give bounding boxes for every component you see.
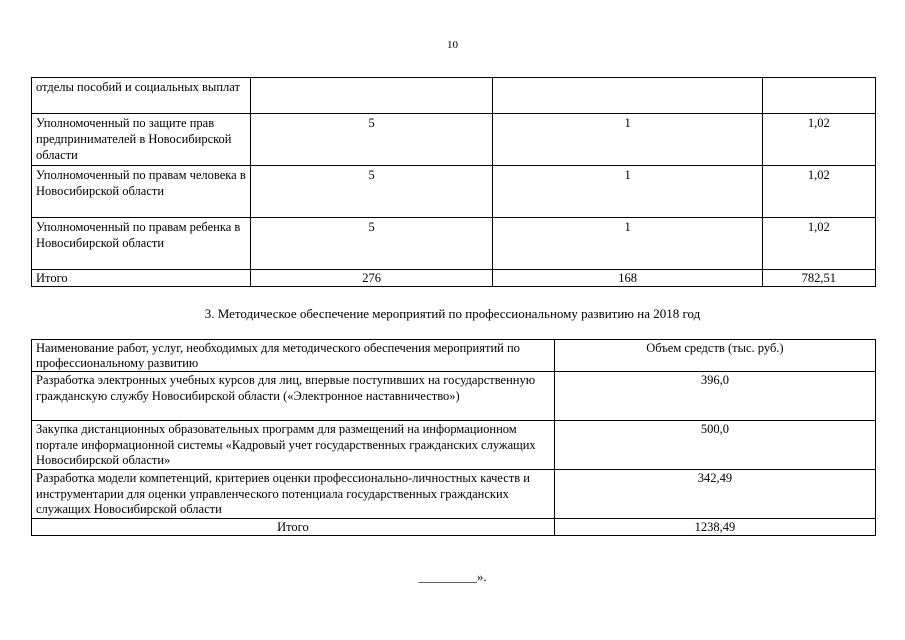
page-number: 10	[447, 39, 458, 51]
column-header-amount: Объем средств (тыс. руб.)	[554, 340, 875, 372]
total-label: Итого	[32, 519, 555, 536]
table-row	[32, 372, 876, 421]
total-row	[32, 519, 876, 536]
table-cell: Уполномоченный по защите прав предпринимателей в Новосибирской области	[32, 114, 251, 166]
table-cell: 1	[493, 114, 762, 166]
table-row	[32, 421, 876, 470]
table-cell: Закупка дистанционных образовательных программ для размещений на информационном портале информационной системы «Кадровый учет государственных гражданских служащих Новосибирской области»	[32, 421, 555, 470]
section-title: 3. Методическое обеспечение мероприятий по профессиональному развитию на 2018 год	[204, 306, 701, 321]
table-cell	[250, 78, 493, 114]
table-cell: 1,02	[762, 166, 875, 218]
table-cell: 168	[493, 270, 762, 287]
table-cell: 782,51	[762, 270, 875, 287]
table-cell: 5	[250, 114, 493, 166]
staff-distribution-table	[31, 77, 876, 287]
table-cell	[493, 78, 762, 114]
table-cell: 276	[250, 270, 493, 287]
total-row	[32, 270, 876, 287]
table-cell: Уполномоченный по правам человека в Новосибирской области	[32, 166, 251, 218]
table-cell: Уполномоченный по правам ребенка в Новосибирской области	[32, 218, 251, 270]
table-cell: 1	[493, 218, 762, 270]
table-row	[32, 218, 876, 270]
table-cell	[762, 78, 875, 114]
table-row	[32, 114, 876, 166]
table-row	[32, 166, 876, 218]
table-cell: отделы пособий и социальных выплат	[32, 78, 251, 114]
methodical-support-table	[31, 339, 876, 536]
closing-text: _________».	[418, 569, 487, 584]
table-cell: 500,0	[554, 421, 875, 470]
table-row	[32, 78, 876, 114]
table-row	[32, 470, 876, 519]
table-cell: Итого	[32, 270, 251, 287]
table-cell: 1	[493, 166, 762, 218]
table-cell: Разработка электронных учебных курсов для лиц, впервые поступивших на государственную гражданскую службу Новосибирской области («Электронное наставничество»)	[32, 372, 555, 421]
table-cell: Разработка модели компетенций, критериев оценки профессионально-личностных качеств и инструментарии для оценки управленческого потенциала государственных гражданских служащих Новосибирской области	[32, 470, 555, 519]
table-cell: 5	[250, 218, 493, 270]
table-cell: 5	[250, 166, 493, 218]
total-value: 1238,49	[554, 519, 875, 536]
table-cell: 342,49	[554, 470, 875, 519]
column-header-name: Наименование работ, услуг, необходимых для методического обеспечения мероприятий по профессиональному развитию	[32, 340, 555, 372]
table-cell: 1,02	[762, 218, 875, 270]
table-cell: 396,0	[554, 372, 875, 421]
table-header-row	[32, 340, 876, 372]
table-cell: 1,02	[762, 114, 875, 166]
